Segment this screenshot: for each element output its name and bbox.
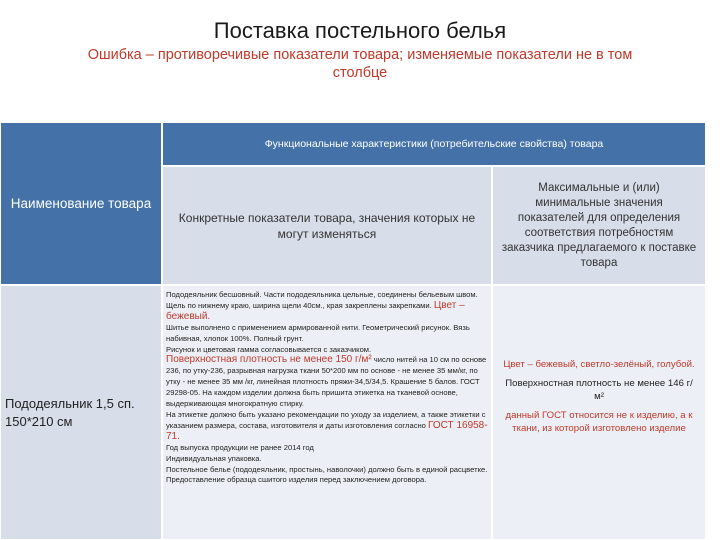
fixed-line-3: Рисунок и цветовая гамма согласовывается с заказчиком. [166, 344, 372, 354]
fixed-line-9: Предоставление образца сшитого изделия перед заключением договора. [166, 475, 427, 485]
spec-table [0, 122, 706, 540]
row-fixed-values [162, 285, 492, 540]
fixed-line-5: На этикетке должно быть указано рекомендации по уходу за изделием, а также этикетки с указанием размера, состава, изготовителя и даты изготовления согласно [166, 409, 486, 430]
header-minmax-values: Максимальные и (или) минимальные значения показателей для определения соответствия потребностям заказчика предлагаемого к поставке товара [492, 166, 706, 285]
minmax-color: Цвет – бежевый, светло-зелёный, голубой. [503, 359, 695, 370]
fixed-gost-highlight: ГОСТ 16958-71. [166, 419, 488, 442]
slide-subtitle: Ошибка – противоречивые показатели товара; изменяемые показатели не в том столбце [87, 47, 633, 81]
product-name-text: Пододеяльник 1,5 сп. 150*210 см [5, 395, 135, 429]
fixed-color-highlight: Цвет – бежевый. [166, 299, 465, 322]
fixed-line-8: Постельное белье (пододеяльник, простынь, наволочки) должно быть в единой расцветке. [166, 464, 488, 474]
header-characteristics: Функциональные характеристики (потребительские свойства) товара [162, 122, 706, 166]
minmax-density: Поверхностная плотность не менее 146 г/м² [505, 378, 693, 402]
row-product-name [0, 285, 162, 540]
fixed-line-2: Шитье выполнено с применением армированной нити. Геометрический рисунок. Вязь набивная, хлопок 100%. Полный грунт. [166, 322, 470, 343]
slide-title: Поставка постельного белья [213, 18, 507, 43]
header-fixed-values: Конкретные показатели товара, значения которых не могут изменяться [162, 166, 492, 285]
header-product-name: Наименование товара [0, 122, 162, 285]
fixed-line-4: число нитей на 10 см по основе 236, по утку-236, разрывная нагрузка ткани 50*200 мм по основе - не менее 35 мм/кг, по утку - не менее 35 мм /кг, линейная плотность пряжи-34,5/34,5. Крашение 5 балов. ГОСТ 29298-05. На каждом изделии должна быть пришита этикетка на тканевой основе, выдерживающая многократную стирку. [166, 355, 487, 409]
fixed-line-1: Пододеяльник бесшовный. Части пододеяльника цельные, соединены бельевым швом. Щель по нижнему краю, ширина щели 40см., края закреплены закрепками. [166, 290, 478, 310]
fixed-line-6: Год выпуска продукции не ранее 2014 год [166, 442, 314, 452]
minmax-gost-note: данный ГОСТ относится не к изделию, а к ткани, из которой изготовлено изделие [505, 410, 693, 434]
fixed-line-7: Индивидуальная упаковка. [166, 453, 262, 463]
row-minmax-values [492, 285, 706, 540]
fixed-density-highlight: Поверхностная плотность не менее 150 г/м² [166, 354, 372, 366]
